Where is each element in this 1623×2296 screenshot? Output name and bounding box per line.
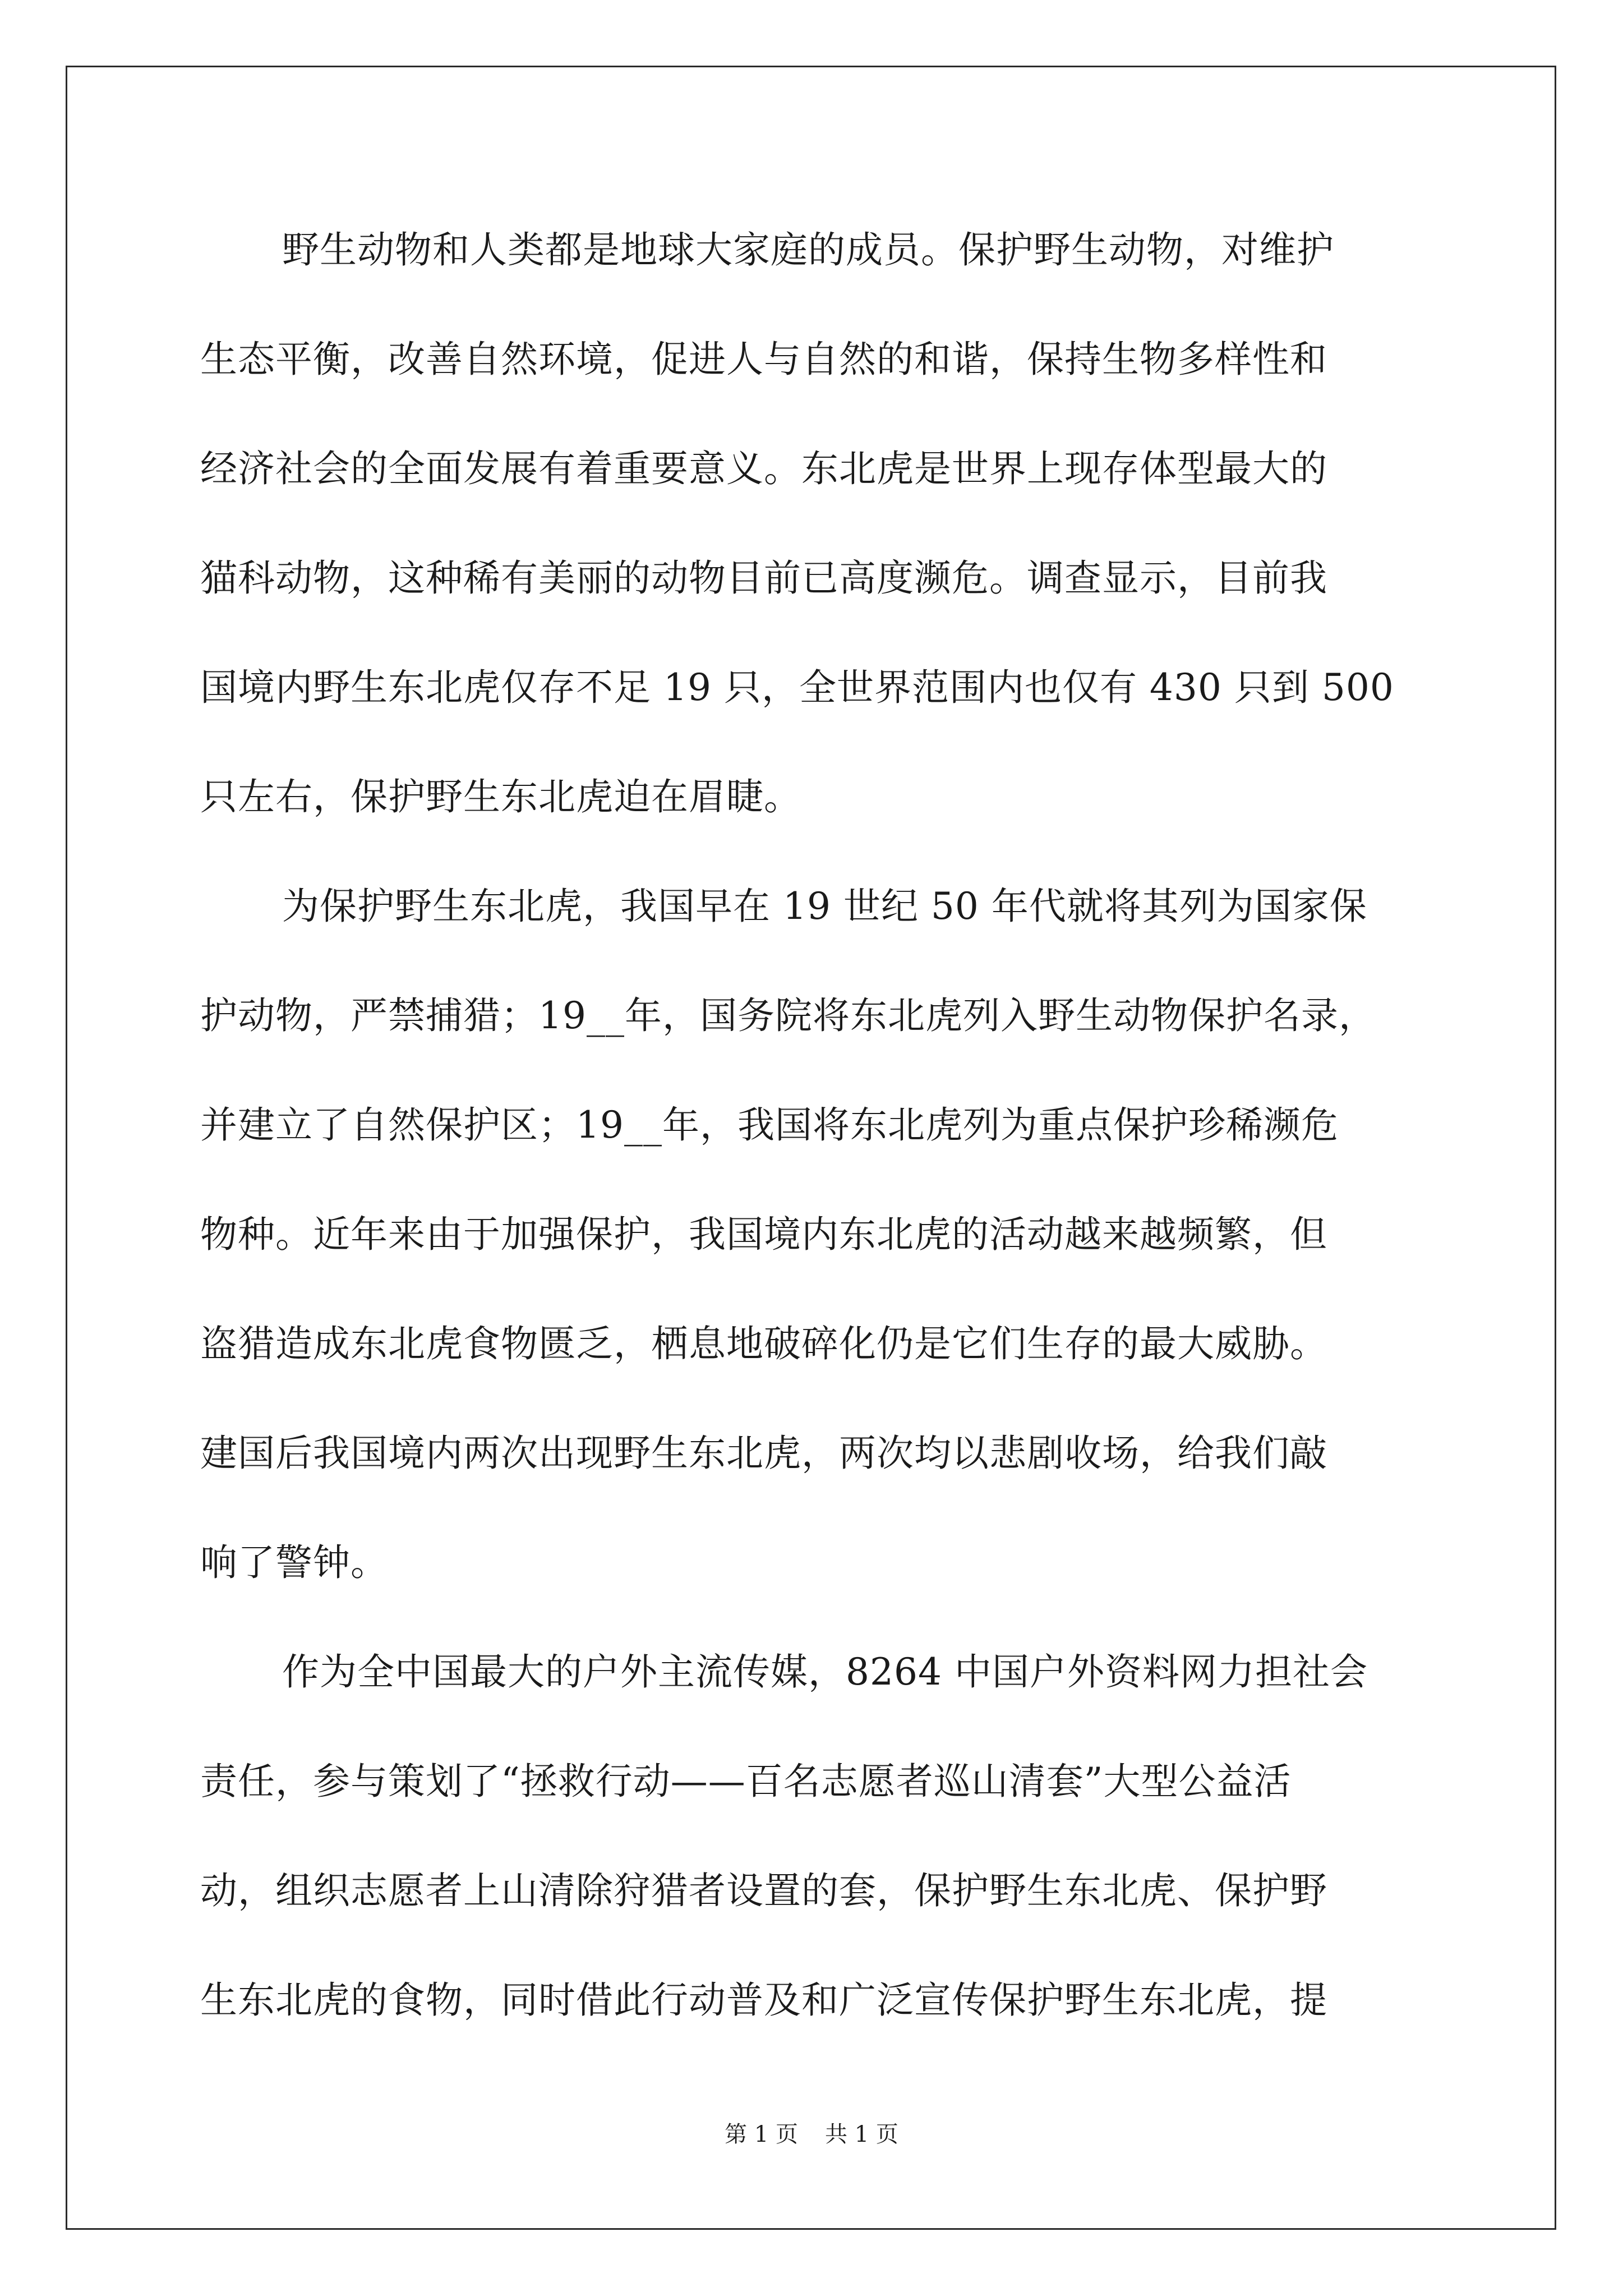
paragraph-2-line-6: 建国后我国境内两次出现野生东北虎，两次均以悲剧收场，给我们敲 xyxy=(200,1432,1327,1475)
paragraph-1-line-6: 只左右，保护野生东北虎迫在眉睫。 xyxy=(200,775,801,818)
paragraph-1-line-2: 生态平衡，改善自然环境，促进人与自然的和谐，保持生物多样性和 xyxy=(200,338,1327,381)
page-number-total: 共 1 页 xyxy=(825,2122,898,2147)
paragraph-1-line-4: 猫科动物，这种稀有美丽的动物目前已高度濒危。调查显示，目前我 xyxy=(200,556,1327,600)
paragraph-2-line-7: 响了警钟。 xyxy=(200,1541,388,1584)
paragraph-3-line-2: 责任，参与策划了“拯救行动——百名志愿者巡山清套”大型公益活 xyxy=(200,1760,1292,1803)
paragraph-1-line-5: 国境内野生东北虎仅存不足 19 只，全世界范围内也仅有 430 只到 500 xyxy=(200,666,1394,709)
paragraph-2-line-4: 物种。近年来由于加强保护，我国境内东北虎的活动越来越频繁，但 xyxy=(200,1213,1327,1256)
paragraph-3-line-3: 动，组织志愿者上山清除狩猎者设置的套，保护野生东北虎、保护野 xyxy=(200,1869,1327,1912)
page-footer xyxy=(0,2118,1623,2151)
paragraph-2-line-5: 盗猎造成东北虎食物匮乏，栖息地破碎化仍是它们生存的最大威胁。 xyxy=(200,1322,1327,1365)
page-number-current: 第 1 页 xyxy=(725,2122,798,2147)
paragraph-3-line-1: 作为全中国最大的户外主流传媒，8264 中国户外资料网力担社会 xyxy=(282,1650,1368,1694)
paragraph-2-line-2: 护动物，严禁捕猎；19__年，国务院将东北虎列入野生动物保护名录， xyxy=(200,994,1376,1037)
paragraph-3-line-4: 生东北虎的食物，同时借此行动普及和广泛宣传保护野生东北虎，提 xyxy=(200,1978,1327,2022)
paragraph-2-line-3: 并建立了自然保护区；19__年，我国将东北虎列为重点保护珍稀濒危 xyxy=(200,1103,1339,1147)
paragraph-2-line-1: 为保护野生东北虎，我国早在 19 世纪 50 年代就将其列为国家保 xyxy=(282,885,1367,928)
paragraph-1-line-1: 野生动物和人类都是地球大家庭的成员。保护野生动物，对维护 xyxy=(282,228,1334,272)
paragraph-1-line-3: 经济社会的全面发展有着重要意义。东北虎是世界上现存体型最大的 xyxy=(200,447,1327,490)
